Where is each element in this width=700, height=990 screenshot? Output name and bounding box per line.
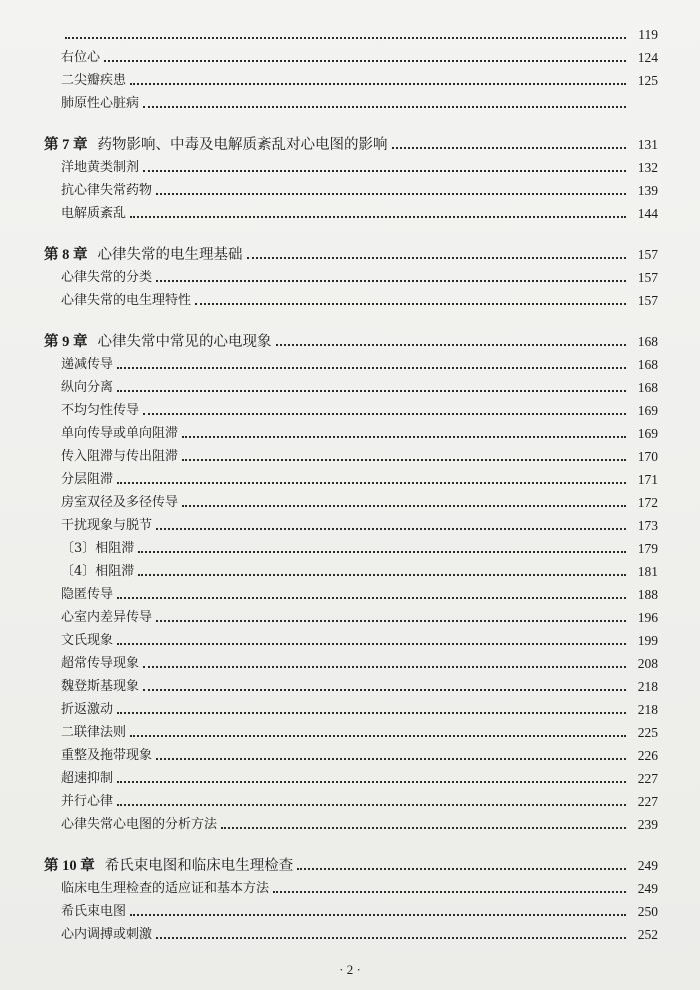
toc-section-entry[interactable] xyxy=(44,741,658,764)
dot-leader xyxy=(182,459,626,461)
entry-title xyxy=(61,725,126,741)
page-number: 239 xyxy=(637,817,658,832)
page-number: 144 xyxy=(637,206,658,221)
toc-section-entry[interactable] xyxy=(44,764,658,787)
entry-title xyxy=(61,679,139,695)
chapter-number: 第 7 章 xyxy=(44,137,88,153)
dot-leader xyxy=(143,689,626,691)
dot-leader xyxy=(156,528,626,530)
entry-text: 心室内差异传导 xyxy=(61,610,153,625)
toc-section-entry[interactable] xyxy=(44,442,658,465)
toc-section-entry[interactable] xyxy=(44,43,658,66)
dot-leader xyxy=(156,193,626,195)
entry-text: 干扰现象与脱节 xyxy=(61,518,153,533)
entry-title xyxy=(61,881,269,897)
dot-leader xyxy=(117,712,626,714)
dot-leader xyxy=(117,482,626,484)
toc-section-entry[interactable] xyxy=(44,897,658,920)
entry-title xyxy=(61,206,126,222)
entry-title xyxy=(61,541,134,557)
toc-section-entry[interactable] xyxy=(44,20,658,43)
dot-leader xyxy=(117,390,626,392)
toc-chapter-entry[interactable] xyxy=(44,327,658,350)
dot-leader xyxy=(130,83,626,85)
section-gap xyxy=(44,112,658,130)
entry-text: 药物影响、中毒及电解质紊乱对心电图的影响 xyxy=(97,137,388,153)
toc-section-entry[interactable] xyxy=(44,787,658,810)
entry-text: 隐匿传导 xyxy=(61,587,114,602)
page-number: 199 xyxy=(637,633,658,648)
entry-text: 心律失常的分类 xyxy=(61,270,153,285)
entry-text: 心律失常的电生理基础 xyxy=(97,247,243,263)
dot-leader xyxy=(143,413,626,415)
entry-text: 电解质紊乱 xyxy=(61,206,127,221)
toc-section-entry[interactable] xyxy=(44,176,658,199)
entry-title xyxy=(61,403,139,419)
toc-section-entry[interactable] xyxy=(44,603,658,626)
toc-section-entry[interactable] xyxy=(44,396,658,419)
toc-section-entry[interactable] xyxy=(44,373,658,396)
section-gap xyxy=(44,833,658,851)
page-number: 208 xyxy=(637,656,658,671)
entry-title xyxy=(44,137,388,153)
entry-text: 魏登斯基现象 xyxy=(61,679,140,694)
entry-title xyxy=(61,610,152,626)
toc-section-entry[interactable] xyxy=(44,199,658,222)
page-number: 181 xyxy=(637,564,658,579)
entry-text: 〔3〕相阻滞 xyxy=(61,541,135,556)
dot-leader xyxy=(156,758,626,760)
toc-section-entry[interactable] xyxy=(44,66,658,89)
entry-text: 单向传导或单向阻滞 xyxy=(61,426,179,441)
page-number: 225 xyxy=(637,725,658,740)
page-number: 173 xyxy=(637,518,658,533)
entry-title xyxy=(61,96,139,112)
dot-leader xyxy=(143,666,626,668)
page-number: 250 xyxy=(637,904,658,919)
page-number: 157 xyxy=(637,270,658,285)
entry-title xyxy=(61,587,113,603)
dot-leader xyxy=(156,620,626,622)
page-number: 157 xyxy=(637,247,658,262)
entry-title xyxy=(61,380,113,396)
dot-leader xyxy=(130,216,626,218)
chapter-number: 第 10 章 xyxy=(44,858,95,874)
entry-text: 心律失常的电生理特性 xyxy=(61,293,192,308)
entry-title xyxy=(61,656,139,672)
page-number: 252 xyxy=(637,927,658,942)
entry-text: 不均匀性传导 xyxy=(61,403,140,418)
entry-text: 抗心律失常药物 xyxy=(61,183,153,198)
entry-title xyxy=(61,472,113,488)
entry-title xyxy=(61,771,113,787)
entry-title xyxy=(61,449,178,465)
page-number-footer: · 2 · xyxy=(339,962,361,977)
entry-text: 洋地黄类制剂 xyxy=(61,160,140,175)
entry-title xyxy=(61,794,113,810)
entry-text: 右位心 xyxy=(61,50,101,65)
dot-leader xyxy=(221,827,626,829)
page-number: 125 xyxy=(637,73,658,88)
entry-text: 希氏束电图 xyxy=(61,904,127,919)
page-number: 169 xyxy=(637,426,658,441)
page-number: 218 xyxy=(637,679,658,694)
page-number: 226 xyxy=(637,748,658,763)
toc-section-entry[interactable] xyxy=(44,263,658,286)
dot-leader xyxy=(143,170,626,172)
toc-section-entry[interactable] xyxy=(44,874,658,897)
entry-title xyxy=(61,183,152,199)
page-number: 188 xyxy=(637,587,658,602)
entry-text: 超速抑制 xyxy=(61,771,114,786)
entry-title xyxy=(61,633,113,649)
entry-title xyxy=(61,73,126,89)
dot-leader xyxy=(138,574,626,576)
section-gap xyxy=(44,222,658,240)
dot-leader xyxy=(130,914,626,916)
toc-chapter-entry[interactable] xyxy=(44,240,658,263)
toc-section-entry[interactable] xyxy=(44,557,658,580)
entry-text: 分层阻滞 xyxy=(61,472,114,487)
page-number: 168 xyxy=(637,357,658,372)
page-number: 168 xyxy=(637,380,658,395)
toc-section-entry[interactable] xyxy=(44,89,658,112)
dot-leader xyxy=(392,147,627,149)
page-number: 171 xyxy=(637,472,658,487)
entry-text: 房室双径及多径传导 xyxy=(61,495,179,510)
table-of-contents xyxy=(44,20,658,943)
toc-section-entry[interactable] xyxy=(44,920,658,943)
toc-section-entry[interactable] xyxy=(44,672,658,695)
entry-text: 二联律法则 xyxy=(61,725,127,740)
toc-section-entry[interactable] xyxy=(44,649,658,672)
entry-text: 递减传导 xyxy=(61,357,114,372)
dot-leader xyxy=(156,937,626,939)
entry-title xyxy=(61,927,152,943)
toc-section-entry[interactable] xyxy=(44,626,658,649)
entry-title xyxy=(61,160,139,176)
dot-leader xyxy=(195,303,626,305)
entry-text: 心律失常中常见的心电现象 xyxy=(97,334,272,350)
entry-title xyxy=(61,564,134,580)
page-number: 227 xyxy=(637,794,658,809)
toc-section-entry[interactable] xyxy=(44,465,658,488)
dot-leader xyxy=(104,60,626,62)
entry-title xyxy=(61,495,178,511)
entry-title xyxy=(61,518,152,534)
entry-title xyxy=(61,702,113,718)
entry-text: 传入阻滞与传出阻滞 xyxy=(61,449,179,464)
toc-section-entry[interactable] xyxy=(44,695,658,718)
entry-text: 纵向分离 xyxy=(61,380,114,395)
dot-leader xyxy=(130,735,626,737)
page-number: 249 xyxy=(637,858,658,873)
entry-title xyxy=(61,904,126,920)
page-number: 169 xyxy=(637,403,658,418)
entry-text: 〔4〕相阻滞 xyxy=(61,564,135,579)
page-number: 170 xyxy=(637,449,658,464)
toc-section-entry[interactable] xyxy=(44,580,658,603)
dot-leader xyxy=(156,280,626,282)
page-number: 131 xyxy=(637,137,658,152)
toc-section-entry[interactable] xyxy=(44,286,658,309)
page-number: 119 xyxy=(638,27,658,42)
page-number: 157 xyxy=(637,293,658,308)
page-number: 172 xyxy=(637,495,658,510)
section-gap xyxy=(44,309,658,327)
entry-title xyxy=(61,357,113,373)
entry-title xyxy=(61,748,152,764)
dot-leader xyxy=(117,597,626,599)
page-number: 124 xyxy=(637,50,658,65)
entry-text: 并行心律 xyxy=(61,794,114,809)
page-number: 132 xyxy=(637,160,658,175)
entry-text: 二尖瓣疾患 xyxy=(61,73,127,88)
dot-leader xyxy=(117,804,626,806)
page-number: 139 xyxy=(637,183,658,198)
entry-title xyxy=(44,858,293,874)
toc-section-entry[interactable] xyxy=(44,419,658,442)
dot-leader xyxy=(143,106,626,108)
entry-title xyxy=(44,334,272,350)
page-number: 249 xyxy=(637,881,658,896)
entry-text: 希氏束电图和临床电生理检查 xyxy=(104,858,294,874)
dot-leader xyxy=(138,551,626,553)
dot-leader xyxy=(65,37,626,39)
dot-leader xyxy=(117,781,626,783)
toc-section-entry[interactable] xyxy=(44,511,658,534)
chapter-number: 第 9 章 xyxy=(44,334,88,350)
entry-text: 临床电生理检查的适应证和基本方法 xyxy=(61,881,270,896)
entry-title xyxy=(44,247,243,263)
toc-section-entry[interactable] xyxy=(44,153,658,176)
chapter-number: 第 8 章 xyxy=(44,247,88,263)
toc-section-entry[interactable] xyxy=(44,810,658,833)
entry-text: 心律失常心电图的分析方法 xyxy=(61,817,218,832)
entry-title xyxy=(61,270,152,286)
toc-section-entry[interactable] xyxy=(44,350,658,373)
dot-leader xyxy=(182,505,626,507)
entry-text: 重整及拖带现象 xyxy=(61,748,153,763)
entry-text: 折返激动 xyxy=(61,702,114,717)
dot-leader xyxy=(297,868,626,870)
page-number: 227 xyxy=(637,771,658,786)
dot-leader xyxy=(276,344,627,346)
page-number: 218 xyxy=(637,702,658,717)
entry-text: 肺原性心脏病 xyxy=(61,96,140,111)
dot-leader xyxy=(273,891,626,893)
entry-text: 心内调搏或刺激 xyxy=(61,927,153,942)
entry-title xyxy=(61,293,191,309)
entry-title xyxy=(61,50,100,66)
dot-leader xyxy=(117,643,626,645)
page-number: 168 xyxy=(637,334,658,349)
dot-leader xyxy=(247,257,627,259)
page-number: 196 xyxy=(637,610,658,625)
toc-section-entry[interactable] xyxy=(44,718,658,741)
dot-leader xyxy=(117,367,626,369)
entry-text: 文氏现象 xyxy=(61,633,114,648)
toc-section-entry[interactable] xyxy=(44,534,658,557)
toc-chapter-entry[interactable] xyxy=(44,851,658,874)
toc-section-entry[interactable] xyxy=(44,488,658,511)
page-number: 179 xyxy=(637,541,658,556)
entry-title xyxy=(61,426,178,442)
entry-text: 超常传导现象 xyxy=(61,656,140,671)
toc-chapter-entry[interactable] xyxy=(44,130,658,153)
entry-title xyxy=(61,817,217,833)
dot-leader xyxy=(182,436,626,438)
